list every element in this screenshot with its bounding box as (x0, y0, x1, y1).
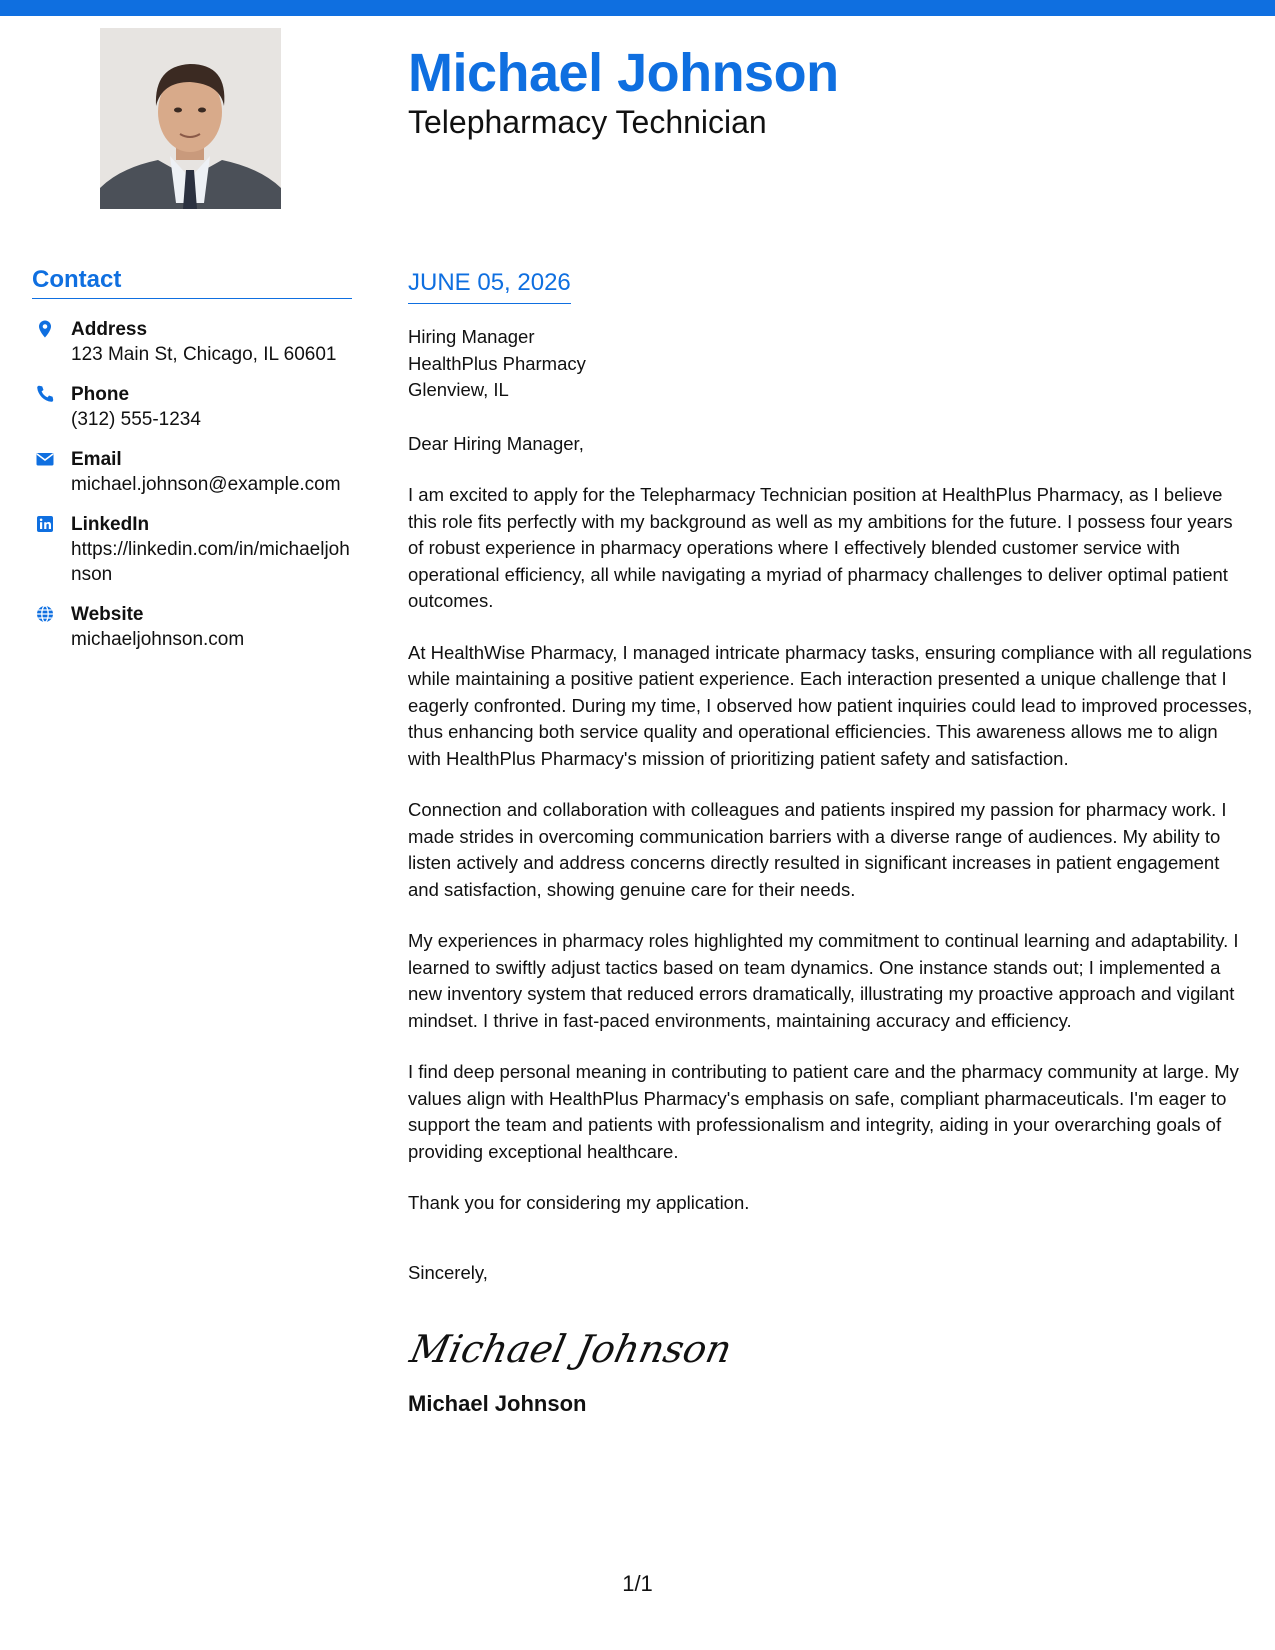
linkedin-icon (35, 514, 55, 534)
contact-item-address (32, 317, 352, 367)
globe-icon (35, 604, 55, 624)
letter-date: JUNE 05, 2026 (408, 268, 571, 304)
body-paragraph: At HealthWise Pharmacy, I managed intricate pharmacy tasks, ensuring compliance with all regulations while maintaining a positive patient experience. Each interaction presented a unique challenge that I eagerly confronted. During my time, I observed how patient inquiries could lead to improved processes, thus enhancing both service quality and operational efficiencies. This awareness allows me to align with HealthPlus Pharmacy's mission of prioritizing patient safety and satisfaction. (408, 641, 1253, 769)
phone-icon (35, 384, 55, 404)
body-paragraph: Thank you for considering my application. (408, 1192, 750, 1213)
top-accent-bar (0, 0, 1275, 16)
phone-value: (312) 555-1234 (71, 409, 201, 430)
contact-item-website (32, 602, 352, 652)
recipient-line: HealthPlus Pharmacy (408, 352, 586, 374)
linkedin-value[interactable]: https://linkedin.com/in/michaeljohnson (71, 539, 350, 585)
contact-label: Phone (71, 384, 130, 405)
website-value[interactable]: michaeljohnson.com (71, 629, 245, 650)
contact-label: Email (71, 449, 122, 470)
cover-letter-body (408, 268, 1253, 1418)
profile-photo (100, 28, 281, 209)
contact-item-linkedin (32, 512, 352, 587)
closing: Sincerely, (408, 1261, 488, 1283)
page-number: 1/1 (622, 1571, 653, 1596)
handwritten-signature (408, 1316, 1253, 1378)
body-paragraph: My experiences in pharmacy roles highlighted my commitment to continual learning and adaptability. I learned to swiftly adjust tactics based on team dynamics. One instance stands out; I implemented a new inventory system that reduced errors dramatically, illustrating my proactive approach and vigilant mindset. I thrive in fast-paced environments, maintaining accuracy and efficiency. (408, 930, 1239, 1031)
contact-heading: Contact (32, 266, 352, 299)
contact-label: LinkedIn (71, 514, 150, 535)
body-paragraph: I find deep personal meaning in contributing to patient care and the pharmacy community at large. My values align with HealthPlus Pharmacy's emphasis on safe, compliant pharmaceuticals. I'm eager to support the team and patients with professionalism and integrity, aiding in your overarching goals of providing exceptional healthcare. (408, 1061, 1239, 1162)
recipient-line: Hiring Manager (408, 326, 535, 347)
email-icon (35, 449, 55, 469)
contact-item-email (32, 447, 352, 497)
recipient-line: Glenview, IL (408, 379, 509, 400)
body-paragraph: Connection and collaboration with colleagues and patients inspired my passion for pharmacy work. I made strides in overcoming communication barriers with a diverse range of audiences. My ability to listen actively and address concerns directly resulted in significant increases in patient engagement and satisfaction, showing genuine care for their needs. (408, 799, 1227, 900)
contact-label: Website (71, 604, 144, 625)
body-paragraph: I am excited to apply for the Telepharmacy Technician position at HealthPlus Pharmacy, as I believe this role fits perfectly with my background as well as my ambitions for the future. I possess four years of robust experience in pharmacy operations where I effectively blended customer service with operational efficiency, all while navigating a myriad of pharmacy challenges to deliver optimal patient outcomes. (408, 484, 1233, 611)
svg-text:Michael Johnson: Michael Johnson (406, 1327, 736, 1372)
contact-item-phone (32, 382, 352, 432)
contact-list (32, 317, 352, 652)
job-title: Telepharmacy Technician (408, 104, 767, 140)
salutation: Dear Hiring Manager, (408, 432, 584, 454)
contact-label: Address (71, 319, 148, 340)
location-pin-icon (35, 319, 55, 339)
recipient-block (408, 324, 1253, 404)
applicant-name: Michael Johnson (408, 43, 839, 103)
signer-name: Michael Johnson (408, 1391, 587, 1416)
email-value[interactable]: michael.johnson@example.com (71, 474, 341, 495)
contact-sidebar (32, 266, 352, 667)
address-value: 123 Main St, Chicago, IL 60601 (71, 344, 337, 365)
